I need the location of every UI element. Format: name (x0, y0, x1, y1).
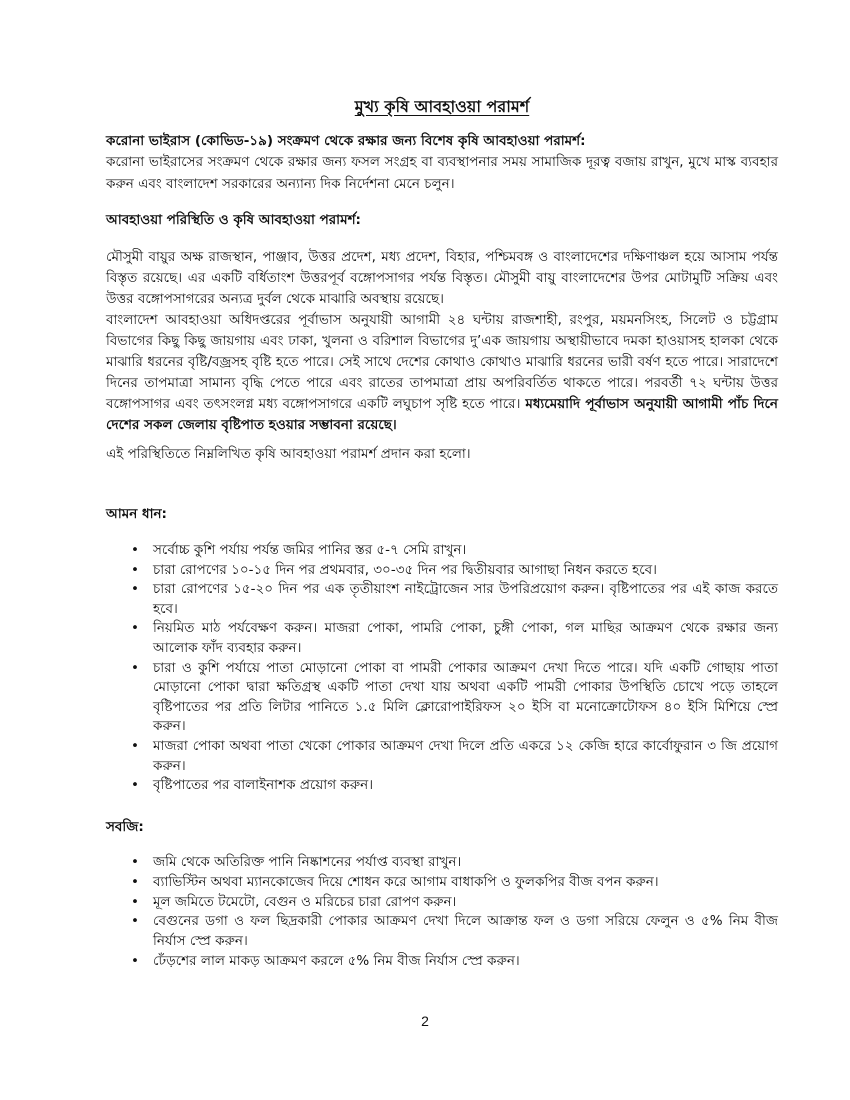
forecast-text: বাংলাদেশ আবহাওয়া অধিদপ্তরের পূর্বাভাস অনুযায়ী আগামী ২৪ ঘন্টায় রাজশাহী, রংপুর, ময়মনসিংহ, সিলেট ও চট্টগ্রাম বিভাগের কিছু কিছু জায়গায় এবং ঢাকা, খুলনা ও বরিশাল বিভাগের দু’এক জায়গায় অস্থায়ীভাবে দমকা হাওয়াসহ হালকা থেকে মাঝারি ধরনের বৃষ্টি/বজ্রসহ বৃষ্টি হতে পারে। সেই সাথে দেশের কোথাও কোথাও মাঝারি ধরনের ভারী বর্ষণ হতে পারে। সারাদেশে দিনের তাপমাত্রা সামান্য বৃদ্ধি পেতে পারে এবং রাতের তাপমাত্রা প্রায় অপরিবর্তিত থাকতে পারে। পরবর্তী ৭২ ঘন্টায় উত্তর বঙ্গোপসাগর এবং তৎসংলগ্ন মধ্য বঙ্গোপসাগরে একটি লঘুচাপ সৃষ্টি হতে পারে। (106, 312, 778, 412)
list-item: • চারা রোপণের ১০-১৫ দিন পর প্রথমবার, ৩০-৩৫ দিন পর দ্বিতীয়বার আগাছা নিধন করতে হবে। (106, 561, 778, 581)
list-item: • জমি থেকে অতিরিক্ত পানি নিষ্কাশনের পর্যাপ্ত ব্যবস্থা রাখুন। (106, 853, 778, 873)
vegetables-heading: সবজি: (106, 819, 144, 835)
list-item: • ঢেঁড়শের লাল মাকড় আক্রমণ করলে ৫% নিম বীজ নির্যাস স্প্রে করুন। (106, 952, 778, 972)
covid-section-body: করোনা ভাইরাসের সংক্রমণ থেকে রক্ষার জন্য ফসল সংগ্রহ বা ব্যবস্থাপনার সময় সামাজিক দূরত্ব বজায় রাখুন, মুখে মাস্ক ব্যবহার করুন এবং বাংলাদেশ সরকারের অন্যান্য দিক নির্দেশনা মেনে চলুন। (106, 154, 778, 192)
monsoon-paragraph: মৌসুমী বায়ুর অক্ষ রাজস্থান, পাঞ্জাব, উত্তর প্রদেশ, মধ্য প্রদেশ, বিহার, পশ্চিমবঙ্গ ও বাংলাদেশের দক্ষিণাঞ্চল হয়ে আসাম পর্যন্ত বিস্তৃত রয়েছে। এর একটি বর্ধিতাংশ উত্তরপূর্ব বঙ্গোপসাগর পর্যন্ত বিস্তৃত। মৌসুমী বায়ু বাংলাদেশের উপর মোটামুটি সক্রিয় এবং উত্তর বঙ্গোপসাগরের অন্যত্র দুর্বল থেকে মাঝারি অবস্থায় রয়েছে। (106, 249, 778, 307)
list-item: • বৃষ্টিপাতের পর বালাইনাশক প্রয়োগ করুন। (106, 776, 778, 796)
covid-section-heading: করোনা ভাইরাস (কোভিড-১৯) সংক্রমণ থেকে রক্ষার জন্য বিশেষ কৃষি আবহাওয়া পরামর্শ: (106, 133, 586, 149)
aman-rice-heading: আমন ধান: (106, 506, 167, 522)
list-item: • মূল জমিতে টমেটো, বেগুন ও মরিচের চারা রোপণ করুন। (106, 893, 778, 913)
list-item: • চারা রোপণের ১৫-২০ দিন পর এক তৃতীয়াংশ নাইট্রোজেন সার উপরিপ্রয়োগ করুন। বৃষ্টিপাতের পর এই কাজ করতে হবে। (106, 580, 778, 619)
weather-section-heading: আবহাওয়া পরিস্থিতি ও কৃষি আবহাওয়া পরামর্শ: (106, 212, 361, 228)
vegetables-list (106, 853, 778, 972)
aman-rice-list (106, 541, 778, 796)
advisory-intro: এই পরিস্থিতিতে নিম্নলিখিত কৃষি আবহাওয়া পরামর্শ প্রদান করা হলো। (106, 446, 471, 462)
page-title (106, 96, 778, 118)
list-item: • মাজরা পোকা অথবা পাতা খেকো পোকার আক্রমণ দেখা দিলে প্রতি একরে ১২ কেজি হারে কার্বোফুরান ৩ জি প্রয়োগ করুন। (106, 737, 778, 776)
list-item: • নিয়মিত মাঠ পর্যবেক্ষণ করুন। মাজরা পোকা, পামরি পোকা, চুঙ্গী পোকা, গল মাছির আক্রমণ থেকে রক্ষার জন্য আলোক ফাঁদ ব্যবহার করুন। (106, 619, 778, 658)
page-number: 2 (421, 1013, 429, 1029)
forecast-paragraph (106, 310, 778, 436)
list-item: • চারা ও কুশি পর্যায়ে পাতা মোড়ানো পোকা বা পামরী পোকার আক্রমণ দেখা দিতে পারে। যদি একটি গোছায় পাতা মোড়ানো পোকা দ্বারা ক্ষতিগ্রস্থ একটি পাতা দেখা যায় অথবা একটি পামরী পোকার উপস্থিতি চোখে পড়ে তাহলে বৃষ্টিপাতের পর প্রতি লিটার পানিতে ১.৫ মিলি ক্লোরোপাইরিফস ২০ ইসি বা মনোক্রোটোফস ৪০ ইসি মিশিয়ে স্প্রে করুন। (106, 659, 778, 737)
page-title-text: মুখ্য কৃষি আবহাওয়া পরামর্শ (354, 97, 530, 116)
list-item: • ব্যাভিস্টিন অথবা ম্যানকোজেব দিয়ে শোধন করে আগাম বাধাকপি ও ফুলকপির বীজ বপন করুন। (106, 873, 778, 893)
weather-section-body (106, 247, 778, 436)
list-item: • বেগুনের ডগা ও ফল ছিদ্রকারী পোকার আক্রমণ দেখা দিলে আক্রান্ত ফল ও ডগা সরিয়ে ফেলুন ও ৫% নিম বীজ নির্যাস স্প্রে করুন। (106, 912, 778, 952)
forecast-emphasis: মধ্যমেয়াদি পূর্বাভাস অনুযায়ী আগামী পাঁচ দিনে দেশের সকল জেলায় বৃষ্টিপাত হওয়ার সম্ভাবনা রয়েছে। (106, 396, 778, 433)
list-item: • সর্বোচ্চ কুশি পর্যায় পর্যন্ত জমির পানির স্তর ৫-৭ সেমি রাখুন। (106, 541, 778, 561)
